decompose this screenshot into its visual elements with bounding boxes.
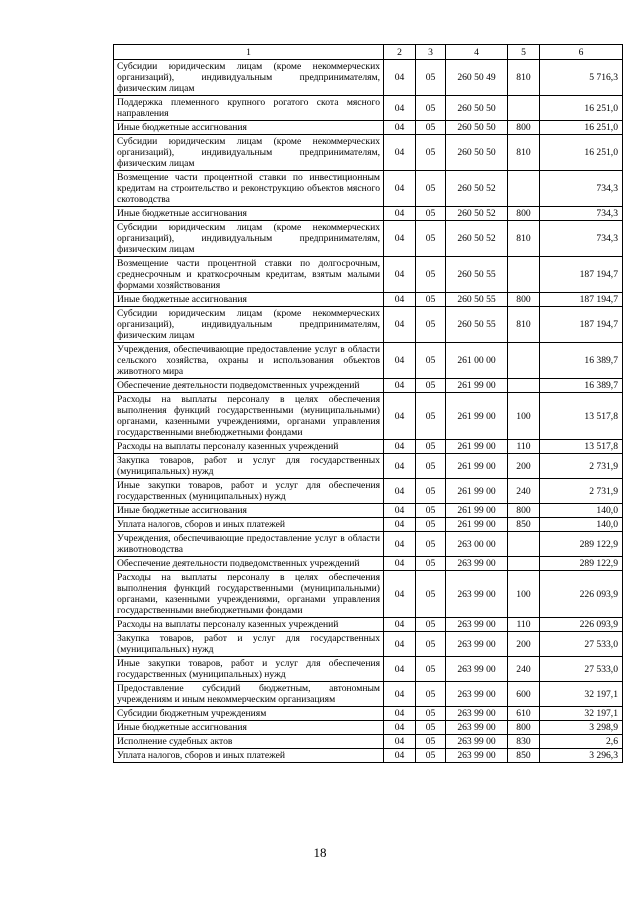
amount-cell: 32 197,1 (540, 682, 623, 707)
target-article-cell: 263 99 00 (446, 749, 508, 763)
item-name-cell: Расходы на выплаты персоналу в целях обеспечения выполнения функций государственными (муниципальными) органами, казенными учреждениями, органами управления государственными внебюджетными фондами (114, 571, 384, 618)
subsection-code-cell: 05 (416, 618, 446, 632)
section-code-cell: 04 (384, 632, 416, 657)
subsection-code-cell: 05 (416, 504, 446, 518)
expense-type-cell (508, 257, 540, 293)
target-article-cell: 263 00 00 (446, 532, 508, 557)
item-name-cell: Возмещение части процентной ставки по инвестиционным кредитам на строительство и реконструкцию объектов мясного скотоводства (114, 171, 384, 207)
expense-type-cell: 850 (508, 518, 540, 532)
amount-cell: 226 093,9 (540, 571, 623, 618)
section-code-cell: 04 (384, 121, 416, 135)
subsection-code-cell: 05 (416, 293, 446, 307)
table-row (114, 735, 623, 749)
table-row (114, 518, 623, 532)
expense-type-cell: 810 (508, 60, 540, 96)
expense-type-cell: 100 (508, 393, 540, 440)
subsection-code-cell: 05 (416, 393, 446, 440)
subsection-code-cell: 05 (416, 135, 446, 171)
item-name-cell: Иные закупки товаров, работ и услуг для обеспечения государственных (муниципальных) нужд (114, 657, 384, 682)
section-code-cell: 04 (384, 307, 416, 343)
table-row (114, 479, 623, 504)
subsection-code-cell: 05 (416, 518, 446, 532)
amount-cell: 16 389,7 (540, 343, 623, 379)
item-name-cell: Иные бюджетные ассигнования (114, 121, 384, 135)
item-name-cell: Иные бюджетные ассигнования (114, 207, 384, 221)
table-row (114, 632, 623, 657)
target-article-cell: 260 50 50 (446, 96, 508, 121)
amount-cell: 734,3 (540, 171, 623, 207)
item-name-cell: Предоставление субсидий бюджетным, автономным учреждениям и иным некоммерческим организациям (114, 682, 384, 707)
page-number: 18 (313, 845, 327, 860)
section-code-cell: 04 (384, 571, 416, 618)
section-code-cell: 04 (384, 257, 416, 293)
table-row (114, 557, 623, 571)
section-code-cell: 04 (384, 440, 416, 454)
section-code-cell: 04 (384, 749, 416, 763)
subsection-code-cell: 05 (416, 207, 446, 221)
expense-type-cell: 810 (508, 221, 540, 257)
table-row (114, 135, 623, 171)
table-row (114, 60, 623, 96)
expense-type-cell: 800 (508, 121, 540, 135)
item-name-cell: Расходы на выплаты персоналу казенных учреждений (114, 440, 384, 454)
subsection-code-cell: 05 (416, 343, 446, 379)
item-name-cell: Обеспечение деятельности подведомственных учреждений (114, 557, 384, 571)
table-row (114, 293, 623, 307)
amount-cell: 13 517,8 (540, 393, 623, 440)
table-row (114, 721, 623, 735)
table-row (114, 171, 623, 207)
amount-cell: 289 122,9 (540, 557, 623, 571)
amount-cell: 187 194,7 (540, 257, 623, 293)
target-article-cell: 261 99 00 (446, 393, 508, 440)
expense-type-cell: 200 (508, 454, 540, 479)
expense-type-cell: 850 (508, 749, 540, 763)
table-row (114, 504, 623, 518)
subsection-code-cell: 05 (416, 454, 446, 479)
expense-type-cell: 810 (508, 135, 540, 171)
amount-cell: 32 197,1 (540, 707, 623, 721)
expense-type-cell: 830 (508, 735, 540, 749)
subsection-code-cell: 05 (416, 721, 446, 735)
subsection-code-cell: 05 (416, 60, 446, 96)
expense-type-cell: 100 (508, 571, 540, 618)
target-article-cell: 263 99 00 (446, 707, 508, 721)
item-name-cell: Иные бюджетные ассигнования (114, 504, 384, 518)
subsection-code-cell: 05 (416, 479, 446, 504)
expense-type-cell (508, 379, 540, 393)
section-code-cell: 04 (384, 221, 416, 257)
target-article-cell: 260 50 49 (446, 60, 508, 96)
amount-cell: 27 533,0 (540, 632, 623, 657)
target-article-cell: 263 99 00 (446, 682, 508, 707)
item-name-cell: Иные бюджетные ассигнования (114, 721, 384, 735)
section-code-cell: 04 (384, 618, 416, 632)
table-row (114, 207, 623, 221)
table-row (114, 682, 623, 707)
amount-cell: 140,0 (540, 518, 623, 532)
header-col-1: 1 (114, 45, 384, 60)
subsection-code-cell: 05 (416, 632, 446, 657)
target-article-cell: 260 50 55 (446, 293, 508, 307)
table-row (114, 393, 623, 440)
amount-cell: 2 731,9 (540, 454, 623, 479)
amount-cell: 226 093,9 (540, 618, 623, 632)
header-col-5: 5 (508, 45, 540, 60)
item-name-cell: Обеспечение деятельности подведомственных учреждений (114, 379, 384, 393)
target-article-cell: 263 99 00 (446, 632, 508, 657)
item-name-cell: Субсидии юридическим лицам (кроме некоммерческих организаций), индивидуальным предпринимателям, физическим лицам (114, 221, 384, 257)
amount-cell: 16 251,0 (540, 135, 623, 171)
target-article-cell: 260 50 55 (446, 257, 508, 293)
target-article-cell: 260 50 52 (446, 207, 508, 221)
table-row (114, 707, 623, 721)
item-name-cell: Субсидии юридическим лицам (кроме некоммерческих организаций), индивидуальным предпринимателям, физическим лицам (114, 60, 384, 96)
subsection-code-cell: 05 (416, 682, 446, 707)
item-name-cell: Субсидии бюджетным учреждениям (114, 707, 384, 721)
expense-type-cell: 810 (508, 307, 540, 343)
section-code-cell: 04 (384, 504, 416, 518)
expense-type-cell: 800 (508, 293, 540, 307)
expense-type-cell: 800 (508, 721, 540, 735)
item-name-cell: Расходы на выплаты персоналу казенных учреждений (114, 618, 384, 632)
table-row (114, 307, 623, 343)
item-name-cell: Расходы на выплаты персоналу в целях обеспечения выполнения функций государственными (муниципальными) органами, казенными учреждениями, органами управления государственными внебюджетными фондами (114, 393, 384, 440)
subsection-code-cell: 05 (416, 257, 446, 293)
subsection-code-cell: 05 (416, 440, 446, 454)
item-name-cell: Субсидии юридическим лицам (кроме некоммерческих организаций), индивидуальным предпринимателям, физическим лицам (114, 307, 384, 343)
expense-type-cell: 240 (508, 657, 540, 682)
target-article-cell: 260 50 50 (446, 135, 508, 171)
table-row (114, 749, 623, 763)
item-name-cell: Учреждения, обеспечивающие предоставление услуг в области сельского хозяйства, охраны и использования объектов животного мира (114, 343, 384, 379)
amount-cell: 734,3 (540, 221, 623, 257)
budget-table (113, 44, 623, 763)
target-article-cell: 260 50 52 (446, 221, 508, 257)
target-article-cell: 261 99 00 (446, 379, 508, 393)
table-body (114, 60, 623, 763)
amount-cell: 2,6 (540, 735, 623, 749)
table-row (114, 657, 623, 682)
amount-cell: 5 716,3 (540, 60, 623, 96)
header-col-2: 2 (384, 45, 416, 60)
target-article-cell: 261 99 00 (446, 440, 508, 454)
item-name-cell: Субсидии юридическим лицам (кроме некоммерческих организаций), индивидуальным предпринимателям, физическим лицам (114, 135, 384, 171)
table-row (114, 440, 623, 454)
expense-type-cell: 800 (508, 504, 540, 518)
header-row (114, 45, 623, 60)
expense-type-cell: 110 (508, 440, 540, 454)
target-article-cell: 263 99 00 (446, 657, 508, 682)
expense-type-cell: 610 (508, 707, 540, 721)
header-col-6: 6 (540, 45, 623, 60)
subsection-code-cell: 05 (416, 379, 446, 393)
subsection-code-cell: 05 (416, 571, 446, 618)
item-name-cell: Уплата налогов, сборов и иных платежей (114, 749, 384, 763)
expense-type-cell: 200 (508, 632, 540, 657)
section-code-cell: 04 (384, 293, 416, 307)
expense-type-cell: 240 (508, 479, 540, 504)
table-row (114, 618, 623, 632)
amount-cell: 2 731,9 (540, 479, 623, 504)
subsection-code-cell: 05 (416, 532, 446, 557)
subsection-code-cell: 05 (416, 221, 446, 257)
item-name-cell: Иные бюджетные ассигнования (114, 293, 384, 307)
section-code-cell: 04 (384, 721, 416, 735)
section-code-cell: 04 (384, 657, 416, 682)
section-code-cell: 04 (384, 707, 416, 721)
amount-cell: 27 533,0 (540, 657, 623, 682)
expense-type-cell (508, 343, 540, 379)
table-row (114, 571, 623, 618)
section-code-cell: 04 (384, 60, 416, 96)
amount-cell: 289 122,9 (540, 532, 623, 557)
subsection-code-cell: 05 (416, 307, 446, 343)
amount-cell: 16 389,7 (540, 379, 623, 393)
section-code-cell: 04 (384, 207, 416, 221)
item-name-cell: Закупка товаров, работ и услуг для государственных (муниципальных) нужд (114, 454, 384, 479)
section-code-cell: 04 (384, 479, 416, 504)
amount-cell: 3 298,9 (540, 721, 623, 735)
header-col-3: 3 (416, 45, 446, 60)
subsection-code-cell: 05 (416, 735, 446, 749)
expense-type-cell: 110 (508, 618, 540, 632)
target-article-cell: 263 99 00 (446, 721, 508, 735)
item-name-cell: Уплата налогов, сборов и иных платежей (114, 518, 384, 532)
amount-cell: 140,0 (540, 504, 623, 518)
amount-cell: 16 251,0 (540, 96, 623, 121)
expense-type-cell (508, 557, 540, 571)
target-article-cell: 263 99 00 (446, 571, 508, 618)
subsection-code-cell: 05 (416, 749, 446, 763)
expense-type-cell: 800 (508, 207, 540, 221)
item-name-cell: Закупка товаров, работ и услуг для государственных (муниципальных) нужд (114, 632, 384, 657)
subsection-code-cell: 05 (416, 171, 446, 207)
amount-cell: 734,3 (540, 207, 623, 221)
section-code-cell: 04 (384, 557, 416, 571)
expense-type-cell (508, 96, 540, 121)
table-row (114, 221, 623, 257)
target-article-cell: 260 50 52 (446, 171, 508, 207)
section-code-cell: 04 (384, 171, 416, 207)
target-article-cell: 260 50 55 (446, 307, 508, 343)
target-article-cell: 261 99 00 (446, 504, 508, 518)
item-name-cell: Учреждения, обеспечивающие предоставление услуг в области животноводства (114, 532, 384, 557)
target-article-cell: 261 00 00 (446, 343, 508, 379)
subsection-code-cell: 05 (416, 121, 446, 135)
target-article-cell: 261 99 00 (446, 518, 508, 532)
amount-cell: 13 517,8 (540, 440, 623, 454)
target-article-cell: 263 99 00 (446, 735, 508, 749)
table-row (114, 121, 623, 135)
section-code-cell: 04 (384, 735, 416, 749)
subsection-code-cell: 05 (416, 96, 446, 121)
amount-cell: 16 251,0 (540, 121, 623, 135)
header-col-4: 4 (446, 45, 508, 60)
amount-cell: 187 194,7 (540, 293, 623, 307)
section-code-cell: 04 (384, 454, 416, 479)
target-article-cell: 260 50 50 (446, 121, 508, 135)
table-row (114, 379, 623, 393)
subsection-code-cell: 05 (416, 707, 446, 721)
item-name-cell: Поддержка племенного крупного рогатого скота мясного направления (114, 96, 384, 121)
section-code-cell: 04 (384, 532, 416, 557)
section-code-cell: 04 (384, 393, 416, 440)
section-code-cell: 04 (384, 518, 416, 532)
expense-type-cell (508, 532, 540, 557)
target-article-cell: 263 99 00 (446, 557, 508, 571)
target-article-cell: 263 99 00 (446, 618, 508, 632)
subsection-code-cell: 05 (416, 657, 446, 682)
expense-type-cell: 600 (508, 682, 540, 707)
amount-cell: 187 194,7 (540, 307, 623, 343)
section-code-cell: 04 (384, 135, 416, 171)
amount-cell: 3 296,3 (540, 749, 623, 763)
target-article-cell: 261 99 00 (446, 454, 508, 479)
table-row (114, 257, 623, 293)
section-code-cell: 04 (384, 379, 416, 393)
target-article-cell: 261 99 00 (446, 479, 508, 504)
section-code-cell: 04 (384, 96, 416, 121)
section-code-cell: 04 (384, 343, 416, 379)
expense-type-cell (508, 171, 540, 207)
table-row (114, 454, 623, 479)
subsection-code-cell: 05 (416, 557, 446, 571)
item-name-cell: Исполнение судебных актов (114, 735, 384, 749)
table-row (114, 343, 623, 379)
section-code-cell: 04 (384, 682, 416, 707)
table-row (114, 532, 623, 557)
table-row (114, 96, 623, 121)
item-name-cell: Иные закупки товаров, работ и услуг для обеспечения государственных (муниципальных) нужд (114, 479, 384, 504)
item-name-cell: Возмещение части процентной ставки по долгосрочным, среднесрочным и краткосрочным кредитам, взятым малыми формами хозяйствования (114, 257, 384, 293)
